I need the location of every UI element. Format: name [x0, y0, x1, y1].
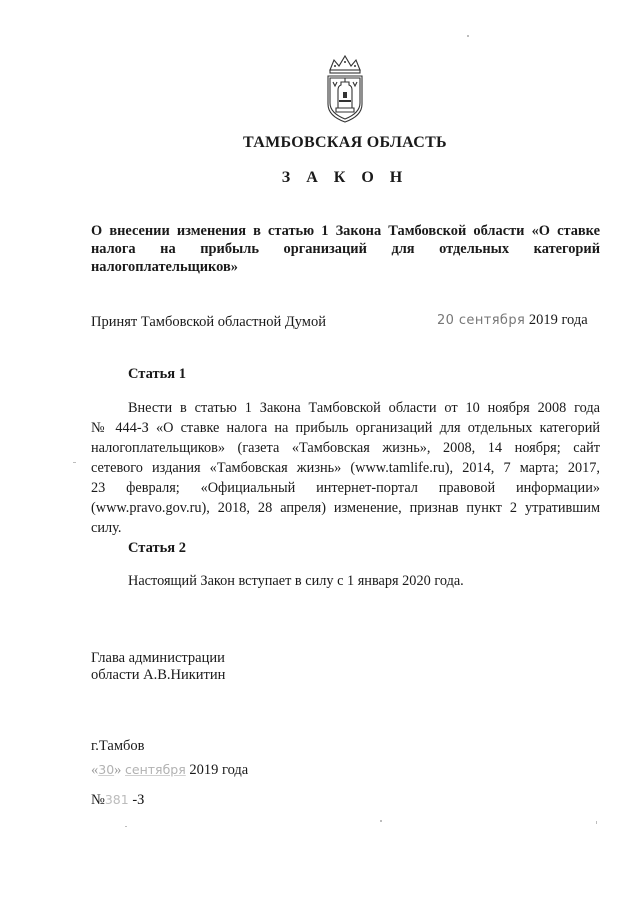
- adopted-by: Принят Тамбовской областной Думой: [91, 314, 326, 330]
- quote-close: »: [114, 762, 122, 778]
- adoption-date-handwritten: 20 сентября: [437, 313, 526, 328]
- quote-open: «: [91, 762, 99, 778]
- number-prefix: №: [91, 792, 105, 808]
- scan-speck: [596, 821, 597, 824]
- article-1-line: Внести в статью 1 Закона Тамбовской области от 10 ноября 2008 года: [128, 400, 600, 416]
- scan-speck: [467, 35, 469, 37]
- signing-place: г.Тамбов: [91, 738, 145, 754]
- region-title: ТАМБОВСКАЯ ОБЛАСТЬ: [243, 134, 447, 151]
- document-type-title: З А К О Н: [281, 169, 409, 186]
- signing-date: [91, 762, 248, 779]
- article-1-line: силу.: [91, 520, 122, 536]
- adoption-year: 2019 года: [528, 312, 588, 328]
- article-1-line: 23 февраля; «Официальный интернет-портал правовой информации»: [91, 480, 600, 496]
- law-subject: [91, 222, 600, 276]
- subject-line: налогоплательщиков»: [91, 259, 238, 275]
- signing-year: 2019 года: [189, 762, 249, 778]
- number-suffix: -З: [132, 792, 145, 808]
- article-2-heading: Статья 2: [128, 540, 186, 556]
- article-2-text: Настоящий Закон вступает в силу с 1 января 2020 года.: [128, 573, 464, 589]
- article-1-line: сетевого издания «Тамбовская жизнь» (www.tamlife.ru), 2014, 7 марта; 2017,: [91, 460, 600, 476]
- scan-speck: [73, 462, 76, 463]
- signatory-name: области А.В.Никитин: [91, 667, 226, 683]
- article-1-line: (www.pravo.gov.ru), 2018, 28 апреля) изменение, признав пункт 2 утратившим: [91, 500, 600, 516]
- signature-block: [91, 650, 225, 684]
- signing-day-handwritten: 30: [98, 762, 115, 777]
- signatory-position: Глава администрации: [91, 650, 225, 666]
- tambov-coat-of-arms-icon: [322, 52, 368, 124]
- law-number: [91, 792, 144, 809]
- subject-line: налога на прибыль организаций для отдельных категорий: [91, 241, 600, 257]
- scan-speck: [125, 826, 127, 827]
- scan-speck: [380, 820, 382, 822]
- adoption-date: [437, 312, 588, 329]
- article-1-heading: Статья 1: [128, 366, 186, 382]
- article-1-line: № 444-З «О ставке налога на прибыль организаций для отдельных категорий: [91, 420, 600, 436]
- subject-line: О внесении изменения в статью 1 Закона Тамбовской области «О ставке: [91, 223, 600, 239]
- article-1-text: [91, 398, 600, 538]
- law-number-handwritten: 381: [104, 792, 129, 807]
- signing-month-handwritten: сентября: [125, 762, 186, 777]
- article-1-line: налогоплательщиков» (газета «Тамбовская жизнь», 2008, 14 ноября; сайт: [91, 440, 600, 456]
